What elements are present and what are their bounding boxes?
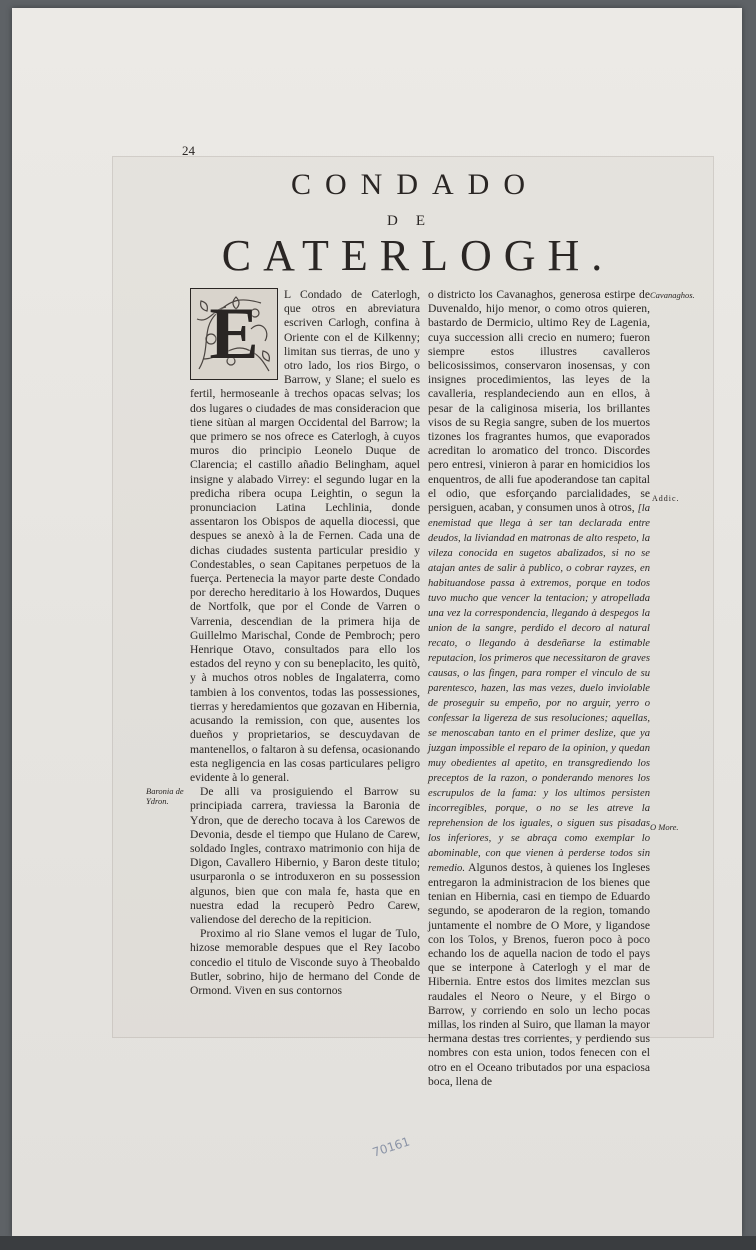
right-text-closing: Algunos destos, à quienes los Ingleses entregaron la administracion de los bienes que tenian en Hibernia, casi en tiempo de Eduardo segundo, se apoderaron de la region, tomando juntamente el nombre de O More, y ligandose con los Tolos, y Brenos, fueron poco à poco echando los de aquella nacion de todo el pays que se interpone à Caterlogh y el mar de Hibernia. Entre estos dos limites mezclan sus raudales el Neoro o Neure, y el Birgo o Barrow, y corriendo en solo un lecho pocas millas, los rinden al Suiro, que llaman la mayor hermana destas tres corrientes, y perdiendo sus nombres con esta union, todos fenecen con el otro en el Oceano tributados por una espaciosa boca, llena de bbox=[428, 861, 650, 1088]
right-italic-digression: [la enemistad que llega à ser tan declarada entre deudos, la liviandad en matronas de alto respeto, la vileza conocida en sugetos abalizados, si no se atajan antes de salir à publico, o cobrar rayzes, en habituandose passa à extremos, porque en todos tuvo mucho que vencer la tentacion; y atropellada una vez la correspondencia, llegando à despegos la union de la sangre, perdido el decoro al natural recato, o llegando à desdeñarse la estimable reputacion, los primeros que necessitaron de graves causas, o las fingen, para romper el vinculo de su parentesco, hazen, las mas vezes, duelo inviolable de proseguir su empeño, por no arguir, yerro o confessar la ligereza de sus resoluciones; aquellas, se menoscaban tanto en el primer deslize, que ya juzgan impossible el reparo de la opinion, y quedan muy obedientes al apetito, en transgrediendo los preceptos de la razon, o ponderando menores los escrupulos de la fama: y los ultimos persisten incorregibles, porque, o no se les atreve la reprehension de los iguales, o siguen sus pisadas los inferiores, y se abraça como exemplar lo abominable, con que vienen à perderse todos sin remedio. bbox=[428, 503, 650, 875]
left-column bbox=[190, 288, 420, 998]
decorated-initial bbox=[190, 288, 278, 380]
margin-note-addic: Addic. bbox=[652, 494, 680, 503]
background-edge bbox=[0, 1236, 756, 1250]
right-text-opening: o districto los Cavanaghos, generosa estirpe de Duvenaldo, hijo menor, o como otros quieren, bastardo de Dermicio, ultimo Rey de Lagenia, cuya succession alli crecio en numero; fueron siempre estos illustres cavalleros belicosissimos, conservaron inosensas, y con insignes procedimientos, las leyes de la cavalleria, resplandeciendo aun en ellos, à pesar de la caliginosa miseria, los brillantes visos de su Regia sangre, suben de los muertos tizones los fragrantes humos, que evaporados acreditan lo aromatico del tronco. Discordes pero entresi, vinieron à parar en homicidios los enquentros, de alli fue apoderandose tan capital el odio, que esforçando parcialidades, se persiguen, acaban, y consumen unos à otros, bbox=[428, 288, 650, 515]
margin-note-omore: O More. bbox=[650, 822, 679, 832]
right-column bbox=[428, 288, 650, 1089]
pencil-inventory-number: 70161 bbox=[370, 1134, 412, 1160]
margin-note-cavanaghos: Cavanaghos. bbox=[650, 290, 695, 300]
drop-cap-letter: E bbox=[209, 292, 259, 375]
margin-note-baronia: Baronia de Ydron. bbox=[146, 786, 184, 806]
left-paragraph-1: L Condado de Caterlogh, que otros en abreviatura escriven Carlogh, confina à Oriente con el de Kilkenny; limitan sus tierras, de uno y otro lado, los rios Birgo, o Barrow, y Slane; el suelo es fertil, hermoseanle à trechos opacas selvas; los dos lugares o ciudades de mas consideracion que tiene sitùan al margen Occidental del Barrow; la que primero se nos ofrece es Caterlogh, à cuyos muros dio principio Leonelo Duque de Clarencia; el castillo añadio Belingham, aquel insigne y alabado Virrey: el segundo lugar en la predicha ribera ocupa Leightin, o segun la pronunciacion Latina Lechlinia, donde assentaron los Obispos de aquella diocessi, que despues se anexò à la de Fernen. Cada una de dichas ciudades sustenta particular presidio y Condestables, o sean Capitanes perpetuos de la fuerça. Pertenecia la mayor parte deste Condado por derecho hereditario à los Howardos, Duques de Nortfolk, que por el Conde de Varren o Varrenia, descendian de la primera hija de Guillelmo Marischal, Conde de Pembroch; pero Henrique Otavo, consultados para ello los estados del reyno y con su beneplacito, les quitò, y à muchos otros nobles de Ingalaterra, como tambien à los conventos, todas las possessiones, tierras y heredamientos que gozavan en Hibernia, acusando la remission, con que, ausentes los dueños y proprietarios, se descuydavan de mantenellos, o faltaron à su defensa, ocasionando esta negligencia en las cosas particulares peligro evidente à lo general. bbox=[190, 288, 420, 784]
page-number: 24 bbox=[182, 143, 195, 158]
left-paragraph-3: Proximo al rio Slane vemos el lugar de Tulo, hizose memorable despues que el Rey Iacobo concedio el titulo de Visconde suyo à Theobaldo Butler, sobrino, hijo de hermano del Conde de Ormond. Viven en sus contornos bbox=[190, 927, 420, 997]
title-line-3: CATERLOGH. bbox=[221, 231, 615, 280]
title-line-1: CONDADO bbox=[291, 168, 539, 201]
title-line-2: DE bbox=[387, 213, 443, 229]
left-paragraph-2: De alli va prosiguiendo el Barrow su principiada carrera, traviessa la Baronia de Ydron, que de derecho tocava à los Carewos de Devonia, desde el tiempo que Hulano de Carew, soldado Ingles, contraxo matrimonio con hija de Digon, Cavallero Hibernio, y Baron deste titulo; usurparonla o se introduxeron en su possession algunos, bien que con mala fe, hasta que en nuestra edad la recuperò Pedro Carew, valiendose del derecho de la repiticion. bbox=[190, 785, 420, 926]
